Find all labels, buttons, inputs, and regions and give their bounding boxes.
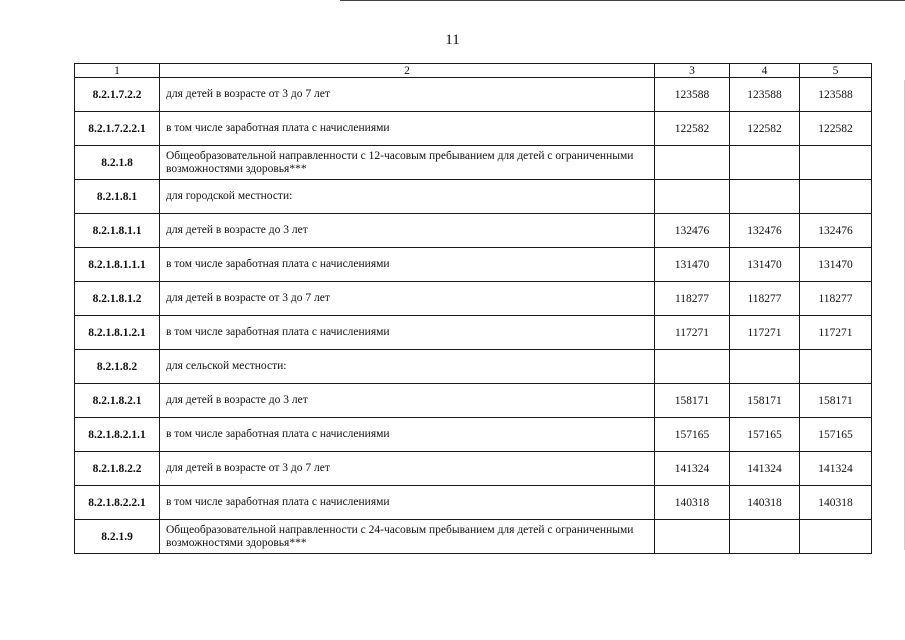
row-code-cell: 8.2.1.8.1.1 bbox=[75, 214, 160, 248]
row-value-col5-cell: 140318 bbox=[800, 486, 872, 520]
row-description-cell: для детей в возрасте до 3 лет bbox=[160, 384, 655, 418]
row-value-col4-cell: 123588 bbox=[730, 78, 800, 112]
row-code-cell: 8.2.1.8.1.2 bbox=[75, 282, 160, 316]
row-value-col4-cell: 132476 bbox=[730, 214, 800, 248]
row-value-col4-cell: 122582 bbox=[730, 112, 800, 146]
row-code-cell: 8.2.1.8.2.1 bbox=[75, 384, 160, 418]
row-value-col4-cell: 158171 bbox=[730, 384, 800, 418]
row-value-col5-cell bbox=[800, 350, 872, 384]
row-value-col4-cell bbox=[730, 520, 800, 554]
row-code-cell: 8.2.1.7.2.2 bbox=[75, 78, 160, 112]
row-value-col5-cell bbox=[800, 180, 872, 214]
table-row bbox=[75, 316, 872, 350]
row-value-col5-cell: 157165 bbox=[800, 418, 872, 452]
row-description-cell: в том числе заработная плата с начислениями bbox=[160, 112, 655, 146]
table-row bbox=[75, 452, 872, 486]
row-value-col3-cell: 140318 bbox=[655, 486, 730, 520]
table-row bbox=[75, 78, 872, 112]
row-value-col3-cell: 123588 bbox=[655, 78, 730, 112]
row-value-col3-cell: 132476 bbox=[655, 214, 730, 248]
row-description-cell: в том числе заработная плата с начислениями bbox=[160, 486, 655, 520]
row-description-cell: для городской местности: bbox=[160, 180, 655, 214]
row-value-col3-cell bbox=[655, 350, 730, 384]
row-value-col4-cell bbox=[730, 180, 800, 214]
row-description-cell: для детей в возрасте от 3 до 7 лет bbox=[160, 78, 655, 112]
row-value-col5-cell: 158171 bbox=[800, 384, 872, 418]
row-value-col5-cell: 141324 bbox=[800, 452, 872, 486]
table-row bbox=[75, 146, 872, 180]
row-value-col5-cell: 122582 bbox=[800, 112, 872, 146]
row-description-cell: в том числе заработная плата с начислениями bbox=[160, 248, 655, 282]
row-description-cell: для сельской местности: bbox=[160, 350, 655, 384]
row-value-col4-cell: 140318 bbox=[730, 486, 800, 520]
row-code-cell: 8.2.1.8.2.2.1 bbox=[75, 486, 160, 520]
row-value-col3-cell: 158171 bbox=[655, 384, 730, 418]
row-value-col3-cell: 122582 bbox=[655, 112, 730, 146]
row-value-col3-cell: 131470 bbox=[655, 248, 730, 282]
column-header-4: 4 bbox=[730, 64, 800, 78]
row-code-cell: 8.2.1.8 bbox=[75, 146, 160, 180]
column-header-5: 5 bbox=[800, 64, 872, 78]
row-code-cell: 8.2.1.8.2 bbox=[75, 350, 160, 384]
column-number-header-row bbox=[75, 64, 872, 78]
row-value-col3-cell: 118277 bbox=[655, 282, 730, 316]
row-description-cell: в том числе заработная плата с начислениями bbox=[160, 418, 655, 452]
column-header-2: 2 bbox=[160, 64, 655, 78]
row-value-col4-cell: 118277 bbox=[730, 282, 800, 316]
table-row bbox=[75, 384, 872, 418]
row-description-cell: для детей в возрасте от 3 до 7 лет bbox=[160, 452, 655, 486]
row-code-cell: 8.2.1.8.2.1.1 bbox=[75, 418, 160, 452]
row-value-col5-cell: 123588 bbox=[800, 78, 872, 112]
row-code-cell: 8.2.1.9 bbox=[75, 520, 160, 554]
row-value-col3-cell: 141324 bbox=[655, 452, 730, 486]
row-code-cell: 8.2.1.8.2.2 bbox=[75, 452, 160, 486]
row-value-col3-cell bbox=[655, 146, 730, 180]
cost-norms-table bbox=[74, 63, 872, 554]
row-value-col4-cell: 141324 bbox=[730, 452, 800, 486]
row-value-col5-cell bbox=[800, 146, 872, 180]
row-value-col4-cell: 131470 bbox=[730, 248, 800, 282]
row-value-col3-cell bbox=[655, 180, 730, 214]
table-row bbox=[75, 520, 872, 554]
row-value-col5-cell: 131470 bbox=[800, 248, 872, 282]
table-body bbox=[75, 78, 872, 554]
row-value-col5-cell: 118277 bbox=[800, 282, 872, 316]
table-row bbox=[75, 282, 872, 316]
column-header-1: 1 bbox=[75, 64, 160, 78]
row-value-col5-cell: 117271 bbox=[800, 316, 872, 350]
row-value-col4-cell: 157165 bbox=[730, 418, 800, 452]
row-description-cell: Общеобразовательной направленности с 12-часовым пребыванием для детей с ограниченными возможностями здоровья*** bbox=[160, 146, 655, 180]
row-code-cell: 8.2.1.8.1 bbox=[75, 180, 160, 214]
column-header-3: 3 bbox=[655, 64, 730, 78]
row-description-cell: Общеобразовательной направленности с 24-часовым пребыванием для детей с ограниченными возможностями здоровья*** bbox=[160, 520, 655, 554]
page-number: 11 bbox=[445, 32, 460, 48]
row-description-cell: в том числе заработная плата с начислениями bbox=[160, 316, 655, 350]
row-value-col5-cell: 132476 bbox=[800, 214, 872, 248]
table-row bbox=[75, 486, 872, 520]
table-row bbox=[75, 350, 872, 384]
row-code-cell: 8.2.1.8.1.1.1 bbox=[75, 248, 160, 282]
table-row bbox=[75, 248, 872, 282]
table-row bbox=[75, 418, 872, 452]
row-value-col4-cell bbox=[730, 146, 800, 180]
table-row bbox=[75, 180, 872, 214]
row-code-cell: 8.2.1.7.2.2.1 bbox=[75, 112, 160, 146]
row-value-col3-cell: 157165 bbox=[655, 418, 730, 452]
row-code-cell: 8.2.1.8.1.2.1 bbox=[75, 316, 160, 350]
row-value-col5-cell bbox=[800, 520, 872, 554]
row-description-cell: для детей в возрасте от 3 до 7 лет bbox=[160, 282, 655, 316]
row-value-col4-cell: 117271 bbox=[730, 316, 800, 350]
row-value-col3-cell: 117271 bbox=[655, 316, 730, 350]
table-row bbox=[75, 214, 872, 248]
scan-top-edge-line bbox=[340, 0, 905, 1]
table-row bbox=[75, 112, 872, 146]
row-value-col3-cell bbox=[655, 520, 730, 554]
row-description-cell: для детей в возрасте до 3 лет bbox=[160, 214, 655, 248]
row-value-col4-cell bbox=[730, 350, 800, 384]
